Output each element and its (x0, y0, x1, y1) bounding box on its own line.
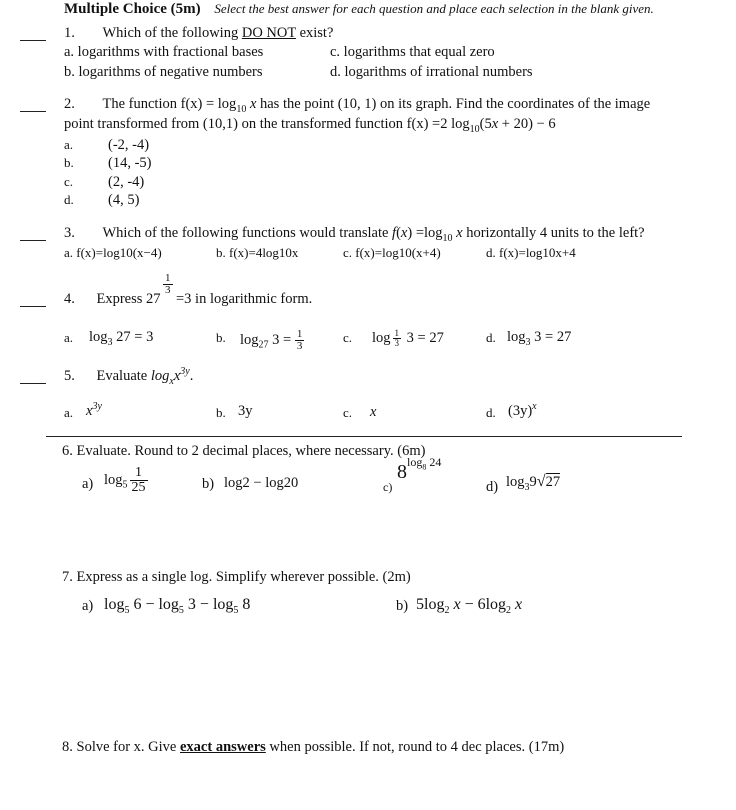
question-3: 3. Which of the following functions would translate $f(x) =\log_{10}$ x horizontally 4 units to the left? (64, 225, 645, 244)
q6-part-a-letter: a) (82, 476, 94, 492)
q4-option-c-letter: c. (343, 330, 353, 345)
q4-text-post: =3 in logarithmic form. (176, 291, 313, 307)
q1-option-b: b. logarithms of negative numbers (64, 64, 263, 80)
q7-part-a-letter: a) (82, 598, 94, 614)
q5-option-c: x (370, 404, 377, 420)
q7-part-b: $5\log_2$ $x - 6\log_2$ x (416, 596, 523, 617)
question-2-line1: 2. The function $f(x) = \log_{10} x$ has the point (10, 1) on its graph. Find the coordinates of the image (64, 96, 651, 115)
q3-text-pre: Which of the following functions would translate (102, 225, 393, 241)
q2-line2-base: 10 (469, 123, 480, 135)
q2-line2: point transformed from (10,1) on the transformed function f(x) =2 log (64, 116, 470, 132)
q4-option-a-letter: a. (64, 330, 74, 345)
q4-exponent: $\frac{1}{3}$ (165, 272, 171, 296)
answer-blank-4[interactable] (20, 306, 46, 307)
question-5: 5. Evaluate $\log_xx^{3y}$. (64, 366, 194, 387)
q2-base: 10 (236, 103, 247, 115)
q7-part-b-letter: b) (396, 598, 409, 614)
question-2-line2: point transformed from (10,1) on the transformed function f(x) =2 $\log_{10}(5x + 20) - 6$ (64, 116, 556, 135)
q4-option-c: log $\frac{1}{3}$ 3 = 27 (372, 328, 444, 348)
q1-emph: DO NOT (241, 25, 296, 41)
q4-option-b: $\log_{27} 3$ = $\frac{1}{3}$ (240, 328, 303, 352)
section-title-text: Multiple Choice (5m) (64, 1, 201, 17)
q3-option-d: d. f(x)=log10x+4 (486, 245, 576, 260)
answer-blank-5[interactable] (20, 383, 46, 384)
q1-post: exist? (295, 25, 334, 41)
q3-option-b: b. f(x)=4log10x (216, 245, 299, 260)
q6-part-b: log2 − log20 (224, 475, 299, 491)
q6-part-c-letter: c) (383, 480, 393, 494)
q5-number: 5. (64, 368, 75, 384)
q2-option-c: c. (2, -4) (64, 174, 145, 190)
q2-line2-end: + 20) − 6 (498, 116, 556, 132)
q2-option-a: a. (-2, -4) (64, 137, 150, 153)
q5-option-a-letter: a. (64, 405, 74, 420)
q5-option-b: 3y (238, 403, 253, 419)
instructions: Select the best answer for each question and place each selection in the blank given. (214, 1, 654, 16)
answer-blank-1[interactable] (20, 40, 46, 41)
q2-option-d: d. (4, 5) (64, 192, 140, 208)
q2-option-b: b. (14, -5) (64, 155, 152, 171)
q4-option-d-letter: d. (486, 330, 496, 345)
q6-part-d: $\log_39√27$ (506, 473, 561, 493)
q2-line1-post: has the point (10, 1) on its graph. Find the coordinates of the image (256, 96, 651, 112)
q3-number: 3. (64, 225, 75, 241)
question-7: 7. Express as a single log. Simplify wherever possible. (2m) (62, 569, 411, 585)
q4-option-d: $\log_3 3 = 27$ (507, 329, 572, 348)
q2-line2-post: (5 (479, 116, 492, 132)
q4-option-a: $\log_3 27 = 3$ (89, 329, 154, 348)
q5-option-b-letter: b. (216, 405, 226, 420)
q1-option-a: a. logarithms with fractional bases (64, 44, 264, 60)
q3-option-a: a. f(x)=log10(x−4) (64, 245, 162, 260)
q6-part-b-letter: b) (202, 476, 215, 492)
q8-emph: exact answers (180, 739, 266, 755)
q5-option-c-letter: c. (343, 405, 353, 420)
q7-part-a: $\log_5 6 - \log_5 3 - \log_5 8$ (104, 596, 251, 617)
q4-number: 4. (64, 291, 75, 307)
q8-pre: 8. Solve for x. Give (62, 739, 180, 755)
q8-post: when possible. If not, round to 4 dec places. (17m) (265, 739, 565, 755)
answer-blank-3[interactable] (20, 240, 46, 241)
q5-option-d: $(3y)^x$ (508, 401, 537, 419)
q4-text-pre: Express 27 (96, 291, 161, 307)
question-4 (64, 291, 161, 308)
q1-option-c: c. logarithms that equal zero (330, 44, 495, 60)
q3-option-c: c. f(x)=log10(x+4) (343, 245, 441, 260)
section-divider (46, 436, 682, 437)
answer-blank-2[interactable] (20, 111, 46, 112)
q6-part-d-letter: d) (486, 479, 499, 495)
q1-number: 1. (64, 25, 75, 41)
q5-text: Evaluate (96, 368, 151, 384)
q2-line1-pre: The function f(x) = log (102, 96, 237, 112)
question-8 (62, 739, 564, 756)
q3-text-mid: horizontally 4 units to the left? (462, 225, 645, 241)
q1-option-d: d. logarithms of irrational numbers (330, 64, 533, 80)
q5-option-d-letter: d. (486, 405, 496, 420)
q5-option-a: $x^{3y}$ (86, 401, 102, 419)
question-1 (64, 25, 333, 42)
q4-option-b-letter: b. (216, 330, 226, 345)
q6-part-a: $\log_5$ $\frac{1}{25}$ (104, 465, 146, 495)
q2-number: 2. (64, 96, 75, 112)
question-6: 6. Evaluate. Round to 2 decimal places, where necessary. (6m) (62, 443, 426, 459)
q6-part-c: $8^{log_8 24}$ (397, 455, 442, 483)
q1-pre: Which of the following (102, 25, 242, 41)
section-title (64, 1, 654, 18)
